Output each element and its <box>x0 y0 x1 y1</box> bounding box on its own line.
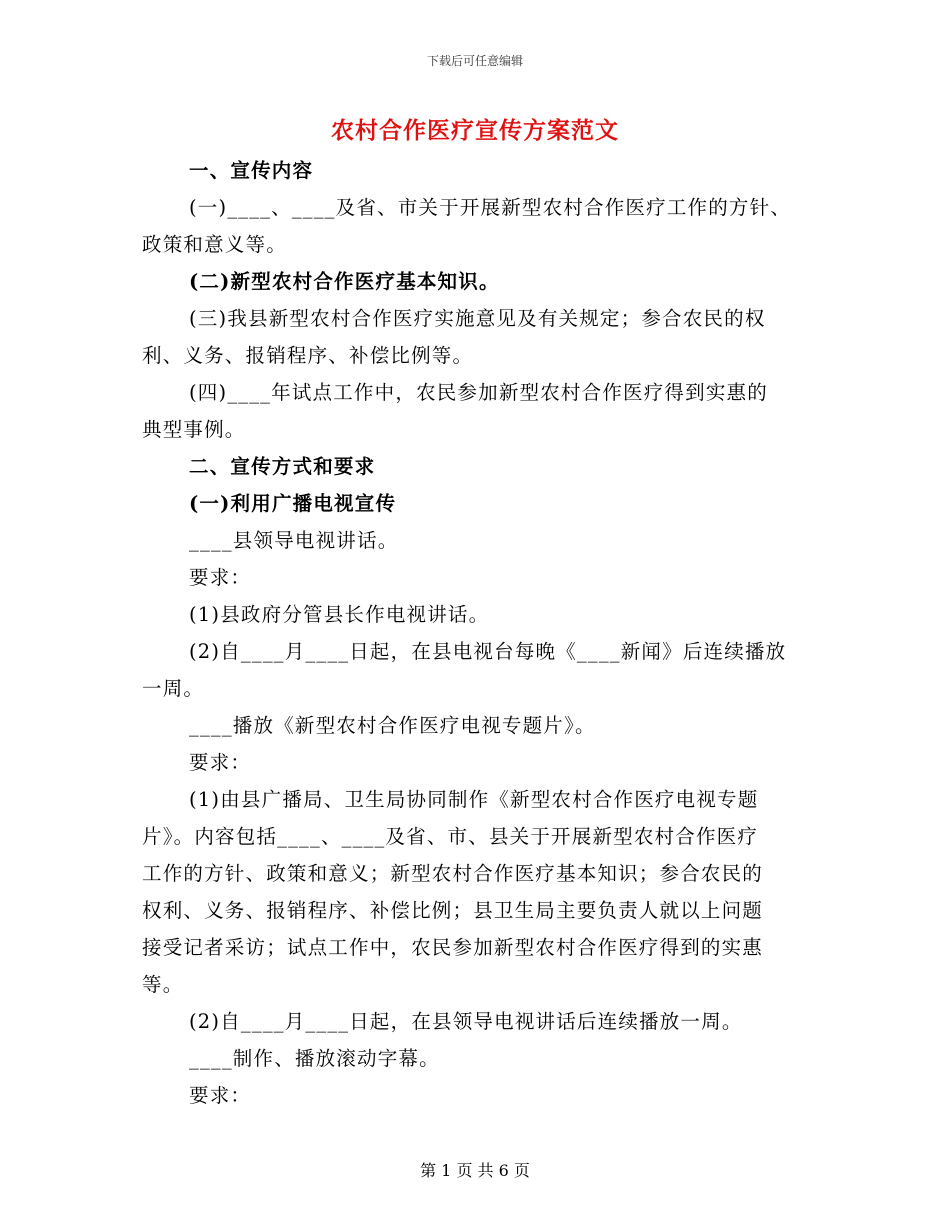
paragraph-line: 接受记者采访；试点工作中，农民参加新型农村合作医疗得到的实惠 <box>142 936 764 959</box>
section-heading: (一)利用广播电视宣传 <box>189 492 397 515</box>
section-heading: 二、宣传方式和要求 <box>189 455 376 478</box>
paragraph-line: 利、义务、报销程序、补偿比例等。 <box>142 344 474 367</box>
paragraph-line: (一)____、____及省、市关于开展新型农村合作医疗工作的方针、 <box>189 196 792 219</box>
page-header: 下载后可任意编辑 <box>426 54 523 68</box>
paragraph-line: 要求： <box>189 751 252 774</box>
page-footer: 第 1 页 共 6 页 <box>420 1161 530 1180</box>
paragraph-line: (2)自____月____日起，在县领导电视讲话后连续播放一周。 <box>189 1010 743 1033</box>
document-title: 农村合作医疗宣传方案范文 <box>331 117 619 144</box>
paragraph-line: 政策和意义等。 <box>142 233 287 256</box>
paragraph-line: 典型事例。 <box>142 418 246 441</box>
paragraph-line: 片》。内容包括____、____及省、市、县关于开展新型农村合作医疗 <box>142 825 759 848</box>
paragraph-line: 要求： <box>189 1084 252 1107</box>
paragraph-line: ____制作、播放滚动字幕。 <box>189 1047 440 1070</box>
paragraph-line: 要求： <box>189 566 252 589</box>
paragraph-line: ____县领导电视讲话。 <box>189 529 399 552</box>
paragraph-line: 一周。 <box>142 677 205 700</box>
section-heading: 一、宣传内容 <box>189 159 314 182</box>
paragraph-line: ____播放《新型农村合作医疗电视专题片》。 <box>189 714 596 737</box>
paragraph-line: (2)自____月____日起，在县电视台每晚《____新闻》后连续播放 <box>189 640 787 663</box>
paragraph-line: (1)县政府分管县长作电视讲话。 <box>189 603 490 626</box>
paragraph-line: 等。 <box>142 973 184 996</box>
paragraph-line: 工作的方针、政策和意义；新型农村合作医疗基本知识；参合农民的 <box>142 862 764 885</box>
paragraph-line: 权利、义务、报销程序、补偿比例；县卫生局主要负责人就以上问题 <box>142 899 764 922</box>
paragraph-line: (1)由县广播局、卫生局协同制作《新型农村合作医疗电视专题 <box>189 788 759 811</box>
paragraph-line: (三)我县新型农村合作医疗实施意见及有关规定；参合农民的权 <box>189 307 766 330</box>
paragraph-line: (四)____年试点工作中，农民参加新型农村合作医疗得到实惠的 <box>189 381 768 404</box>
document-body <box>142 152 807 1114</box>
section-heading: (二)新型农村合作医疗基本知识。 <box>189 270 500 293</box>
